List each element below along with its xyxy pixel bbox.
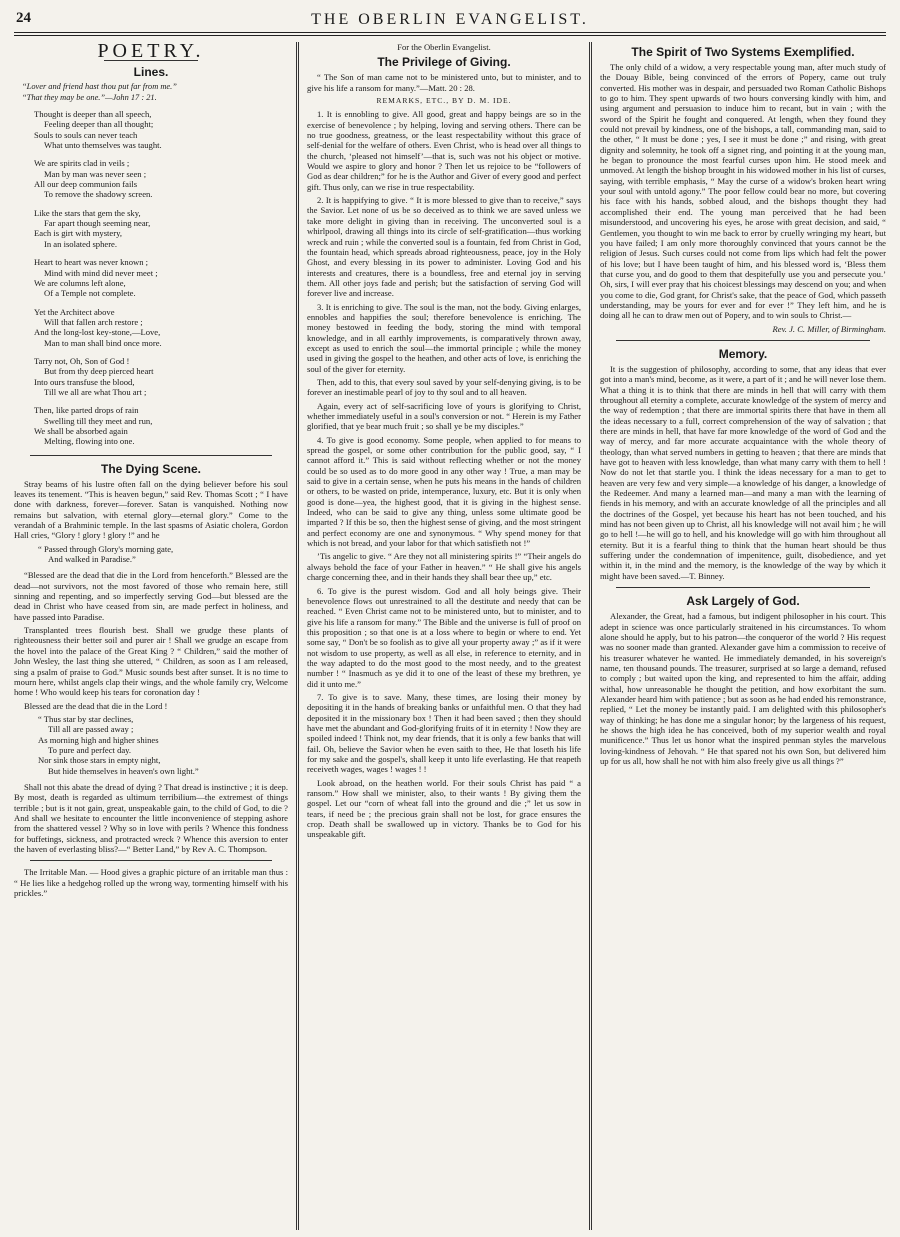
article-body <box>307 109 581 839</box>
poem-line: Man by man was never seen ; <box>44 168 147 179</box>
article-paragraph: ’Tis angelic to give. “ Are they not all ministering spirits !” “Their angels do always behold the face of your Father in heaven.” “ He shall give his angels charge concerning thee, and in their hands they shall bear thee up,” etc. <box>307 551 581 583</box>
irritable-man-paragraph: The Irritable Man. — Hood gives a graphic picture of an irritable man thus : “ He lies like a hedgehog rolled up the wrong way, tormenting himself with his prickles.” <box>14 867 288 899</box>
memory-title: Memory. <box>718 346 768 361</box>
columns <box>14 42 886 1230</box>
poem-line: Will that fallen arch restore ; <box>44 316 143 327</box>
poem-line: In an isolated sphere. <box>44 238 118 249</box>
poem-line: Heart to heart was never known ; <box>34 257 149 268</box>
quote-line: Till all are passed away ; <box>48 724 134 735</box>
poem-stanza <box>34 356 288 397</box>
article-paragraph: Shall not this abate the dread of dying ? That dread is instinctive ; it is deep. By most, death is regarded as ultimum terribilium—the extremest of things terrible ; but is it not gain, great, unspeakable gain, to the child of God, to die ? And shall we hesitate to encounter the little inconvenience of stepping ashore from the shattered vessel ? Why so in love with perils ? Whence this fondness for buffetings, sickness, and protracted wreck ? Whence this aversion to enter the haven of everlasting bliss?—“ Better Land,” by Rev A. C. Thompson. <box>14 781 288 854</box>
poem-line: Feeling deeper than all thought; <box>44 119 154 130</box>
divider <box>616 587 870 588</box>
article-paragraph: 2. It is happifying to give. “ It is more blessed to give than to receive,” says the Savior. Let none of us be so deceived as to think we are saved unless we take more delight in giving than in receiving. The unconverted soul is a whirlpool, drawing all things into its circle of self-gratification—thus working wreck and ruin ; while the converted soul is a fountain, fed from Christ in God, the fountain head, which spreads abroad righteousness, peace, joy in the Holy Ghost, and every blessing in its power to administer. Loving God and his interests and creatures, there is a boundless, free and eternal joy in serving them. All other joys fade and perish; but the satisfaction of serving God will forever live and increase. <box>307 195 581 299</box>
poem-line: Melting, flowing into one. <box>44 436 135 447</box>
poem-line: Till we all are what Thou art ; <box>44 386 147 397</box>
article-epigraph: “ The Son of man came not to be ministered unto, but to minister, and to give his life a ransom for many.”—Matt. 20 : 28. <box>307 72 581 93</box>
poem-line: Of a Temple not complete. <box>44 288 136 299</box>
poem-stanza <box>34 405 288 446</box>
poem-line: Like the stars that gem the sky, <box>34 207 141 218</box>
article-paragraph: 4. To give is good economy. Some people, when applied to for means to spread the gospel, or some other contribution for the public good, say, “ I cannot afford it.” This is said without reflecting whether or not the money could be so used as to do more good in any other way ! True, a man may be said to give in a certain sense, when he puts his means in the hands of children or others, to be wasted on pride, intemperance, luxury, etc. But it is only when good is done—yea, the highest good, that it is giving in the highest sense. Indeed, who can be said to give any thing, unless some ultimate good be imparted ? If this be so, then the highest sense of giving, and the most stringent and perfect economy are one and synonymous. “ Why spend money for that which is not bread, and your labor for that which satisfieth not !” <box>307 434 581 549</box>
inline-quote <box>38 544 288 565</box>
quote-line: “ Thus star by star declines, <box>38 713 134 724</box>
divider <box>30 455 272 456</box>
ask-largely-title: Ask Largely of God. <box>686 594 800 609</box>
article-paragraph: Again, every act of self-sacrificing love of yours is glorifying to Christ, whether immediately useful in a soul's conversion or not. “ Herein is my Father glorified, that ye bear much fruit ; so shall ye be my disciples.” <box>307 400 581 432</box>
poem-line: Tarry not, Oh, Son of God ! <box>34 355 130 366</box>
poem-stanza <box>34 307 288 348</box>
poem-line: Into ours transfuse the blood, <box>34 376 135 387</box>
poem-line: We are spirits clad in veils ; <box>34 158 130 169</box>
quote-line: And walked in Paradise.” <box>48 554 136 565</box>
poem-stanza <box>34 109 288 150</box>
poem-stanza <box>34 257 288 298</box>
article-author: REMARKS, ETC., BY D. M. IDE. <box>376 96 512 106</box>
column-middle <box>299 42 592 1230</box>
article-paragraph: “Blessed are the dead that die in the Lord from henceforth.” Blessed are the dead—not survivors, not the most favored of those who remain here, still sinning and repenting, and so imperfectly serving God—but blessed are the dead in Christ who have ceased from sin, are made perfect in holiness, and have passed into Paradise. <box>14 570 288 622</box>
poem-line: We shall be absorbed again <box>34 425 128 436</box>
poem-line: Yet the Architect above <box>34 306 115 317</box>
poem-line: Thought is deeper than all speech, <box>34 109 152 120</box>
page-number: 24 <box>16 10 31 26</box>
poem-line: Man to man shall bind once more. <box>44 337 162 348</box>
privilege-of-giving-title: The Privilege of Giving. <box>377 55 511 70</box>
masthead <box>14 10 886 33</box>
article-paragraph: Look abroad, on the heathen world. For their souls Christ has paid “ a ransom.” How shall we minister, also, to their wants ! By giving them the gospel. Let our “corn of wheat fall into the ground and die ;” let us sow in tears, if need be ; the precious grain shall not be lost, for grace ensures the crop. Death shall be swallowed up in victory. Thanks be to God for his unspeakable gift. <box>307 777 581 840</box>
inline-quote <box>38 714 288 776</box>
two-systems-title: The Spirit of Two Systems Exemplified. <box>631 45 855 59</box>
poetry-heading: POETRY. <box>97 42 205 62</box>
epigraph-line: “Lover and friend hast thou put far from me.” <box>22 82 177 92</box>
quote-line: To pure and perfect day. <box>48 744 132 755</box>
poem-line: And the long-lost key-stone,—Love, <box>34 327 161 338</box>
poem-stanza <box>34 208 288 249</box>
article-paragraph: Stray beams of his lustre often fall on the dying believer before his soul leaves its tenement. “This is heaven begun,” said Rev. Thomas Scott ; “ I have done with darkness, forever—forever. Satan is vanquished. Nothing now remains but salvation, with eternal glory—eternal glory.” Come to the verandah of a Brahminic temple. In the last spasms of Asiatic cholera, Gordon Hall cries, “Glory ! glory ! glory !” and he <box>14 478 288 541</box>
article-paragraph: It is the suggestion of philosophy, according to some, that any ideas that ever got into a man's mind, become, as it were, a part of it ; and he will never lose them. What a thing it is to think that there are minds in hell that will carry with them throughout all eternity a complete, accurate knowledge of the system of mercy and the way of redemption ; that there are immortal spirits there that have in them all the ideas necessary to a full, correct comprehension of the way of salvation ; that there are minds in hell, that have far more knowledge of the word of God and the way of mercy, and far more accurate acquaintance with the whole theory of theology, than what served numbers in getting to heaven ; that there are minds that have got to heaven with less knowledge, than what many carry with them to hell ! Now do not let that startle you. I think the ideas necessary for a man to get to heaven are very few and very simple—a knowledge of his danger, a knowledge of the Redeemer. And many a learned man—and many a man with the learning of fiends in his memory, and with an accurate knowledge of all the principles and all the doctrines of the Gospel, yet because his heart has not been touched, and his mind has not been given up to Christ, all his knowledge will not avail him ; he will go to hell !—he will go to hell, and his knowledge will go with him throughout all eternity. But it is a fearful thing to think that the human heart should be thus suffering under the condemnation of impenitence, guilt, disobedience, and yet within it, in the mind and the memory, is the knowledge of the way by which it might have been saved.—T. Binney. <box>600 363 886 581</box>
poem-line: Mind with mind did never meet ; <box>44 267 158 278</box>
dying-scene-title: The Dying Scene. <box>100 461 202 476</box>
poem-line: Then, like parted drops of rain <box>34 405 139 416</box>
article-paragraph: 6. To give is the purest wisdom. God and all holy beings give. Their benevolence flows out unrestrained to all the destitute and needy that can be reached. “ Even Christ came not to be ministered unto, but to minister, and to give his life a ransom for many.” The Bible and the universe is full of proof on this proposition ; so that one is at a loss where to begin or where to end. Yet some say, “ Don't be so foolish as to give all your property away ;” as if it were not wisdom to use property, as well as all else, in reference to eternity, and in the way adapted to do the most good to the most needy, and to the greatest number ! “ Inasmuch as ye did it to one of the least of these my brethren, ye did it unto me.” <box>307 585 581 689</box>
lines-poem-title: Lines. <box>133 65 169 80</box>
article-paragraph: Then, add to this, that every soul saved by your self-denying giving, is to be forever an inestimable pearl of joy to thy soul and to all heaven. <box>307 376 581 398</box>
article-paragraph: Transplanted trees flourish best. Shall we grudge these plants of righteousness their better soil and purer air ! Shall we grudge an escape from the hovel into the palace of the Great King ? “ Children,” said the mother of John Wesley, the last thing she uttered, “ Children, as soon as I am released, sing a psalm of praise to God.” Music sounds best after sunset. It is no time to mourn here, whilst angels clap their wings, and the whole family cry, Welcome home ! Who would keep his tears for coronation day ! <box>14 625 288 698</box>
poem-line: But from thy deep pierced heart <box>44 366 154 377</box>
article-paragraph: Alexander, the Great, had a famous, but indigent philosopher in his court. This adept in science was once particularly straitened in his circumstances. To whom alone should he apply, but to his patron—the conqueror of the world ? His request was no sooner made than granted. Alexander gave him a commission to receive of his treasurer whatever he wanted. He immediately demanded, in his sovereign's name, ten thousand pounds. The treasurer, surprised at so large a demand, refused to comply ; but waited upon the king, and represented to him the affair, adding withal, how unreasonable he thought the petition, and how exorbitant the sum. Alexander heard him with patience ; but as soon as he had ended his remonstrance, replied, “ Let the money be instantly paid. I am delighted with this philosopher's way of thinking; he has done me a singular honor; by the largeness of his request, he shows the high idea he has conceived, both of my superior wealth and royal munificence.” Thus let us honor what the inspired penman styles the marvelous loving-kindness of Jehovah. “ He that spared not his own Son, but delivered him up for us all, how shall he not with him also freely give us all things ?” <box>600 611 886 766</box>
article-byline: Rev. J. C. Miller, of Birmingham. <box>772 323 886 334</box>
poem-line: We are columns left alone, <box>34 277 126 288</box>
epigraph-line: “That they may be one.”—John 17 : 21. <box>22 92 157 102</box>
poem-line: Far apart though seeming near, <box>44 218 151 229</box>
article-paragraph: The only child of a widow, a very respectable young man, after much study of the Douay Bible, being convinced of the errors of Popery, came out truly converted. His mother was in despair, and persuaded two Roman Catholic Bishops to go to him. They spent upwards of two hours conversing kindly with him, and using argument and persuasion to induce him to recant, but in vain ; with the sword of the Spirit he fought and conquered. At length, when they found they could not prevail by kindness, one of the bishops, a tall, commanding man, said to the other, “ It must be done ; yes, I see it must be done ;” and rising, with great dignity and solemnity, he took off a signet ring, and pointing it at the young man, he began to pronounce the most fearful curses upon him. He stood meek and unmoved. At length the bishop brought in his widowed mother in his list of curses, saying, with terrible emphasis, “ May the curse of a widow's broken heart wring your soul with untold agony.” The poor fellow could bear no more, but covering his face with his hands, sobbed aloud, and the bishops thought they had accomplished their end. The young man perceived that he had been misunderstood, and uncovering his eyes, he arose with great decision, and said, “ Gentlemen, you thought to win me back to error by cruelly wringing my heart, but you have failed; I am only more thoroughly convinced that yours cannot be the religion of Jesus. Such curses could not come from lips which had felt the power of his love; but I have been taught of him, and his blessed word is, ‘Bless them that curse you, and do good to them that despitefully use you and persecute you.’ Oh, sirs, I will ever pray that his choicest blessings may descend on you; and when you come to die, God grant, for Christ's sake, that the peace of God, which passeth understanding, may be yours for ever and for ever !” They left him, and he is doing all he can to draw men out of Popery, and to win souls to Christ.— <box>600 62 886 321</box>
journal-title: THE OBERLIN EVANGELIST. <box>311 11 589 28</box>
poem-line: All our deep communion fails <box>34 179 138 190</box>
article-paragraph: Blessed are the dead that die in the Lord ! <box>24 700 168 711</box>
poem-line: Swelling till they meet and run, <box>44 415 153 426</box>
quote-line: “ Passed through Glory's morning gate, <box>38 543 174 554</box>
article-paragraph: 7. To give is to save. Many, these times, are losing their money by depositing it in the hands of breaking banks or unfaithful men. O that they had deposited it in the missionary box ! Then it had been saved ; then they should have met the abundant and God-glorifying fruits of it in eternity ! Now they are spoiled indeed ! Think not, my dear friends, that it is only a few banks that will fail. Oh, believe the Savior when he even saith to thee, He that loseth his life for my sake and the gospel's, shall keep it unto life everlasting. He that reapeth receiveth wages, wages ! wages ! ! <box>307 691 581 775</box>
quote-line: As morning high and higher shines <box>38 734 159 745</box>
article-paragraph: 1. It is ennobling to give. All good, great and happy beings are so in the exercise of benevolence ; by helping, loving and serving others. There can be no true goodness, greatness, or the least respectability without this grace of self-denial for the welfare of others. Even Christ, who is head over all things to the church, ‘pleased not himself’—that is, such was not his object or motive. Would we aspire to glory and honor ? Then let us rejoice to be “followers of God as dear children;” for he is the Author and Giver of every good and perfect gift. Thus only, can we rise in true respectability. <box>307 109 581 192</box>
poem-line: What unto themselves was taught. <box>44 140 162 151</box>
poem-line: Each is girt with mystery, <box>34 228 122 239</box>
poem-stanza <box>34 158 288 199</box>
poem-line: To remove the shadowy screen. <box>44 189 153 200</box>
divider <box>30 860 272 861</box>
masthead-rule <box>14 35 886 38</box>
quote-line: But hide themselves in heaven's own light.” <box>48 765 199 776</box>
article-source: For the Oberlin Evangelist. <box>397 42 491 52</box>
divider <box>616 340 870 341</box>
column-left <box>14 42 299 1230</box>
poem-epigraph <box>22 82 288 103</box>
quote-line: Nor sink those stars in empty night, <box>38 755 161 766</box>
poem-stanzas <box>14 109 288 447</box>
column-right <box>592 42 886 1230</box>
article-paragraph: 3. It is enriching to give. The soul is the man, not the body. Giving enlarges, ennobles and happifies the soul; therefore benevolence is enriching. The money bestowed in feeding the body, storing the mind with temporal knowledge, and in all earthly improvements, is comparatively thrown away, except as used to enrich the soul—the immortal principle ; while the money used in giving the gospel to the heathen, and other acts of love, is enriching the soul of the giver for eternity. <box>307 301 581 374</box>
poem-line: Souls to souls can never teach <box>34 129 138 140</box>
